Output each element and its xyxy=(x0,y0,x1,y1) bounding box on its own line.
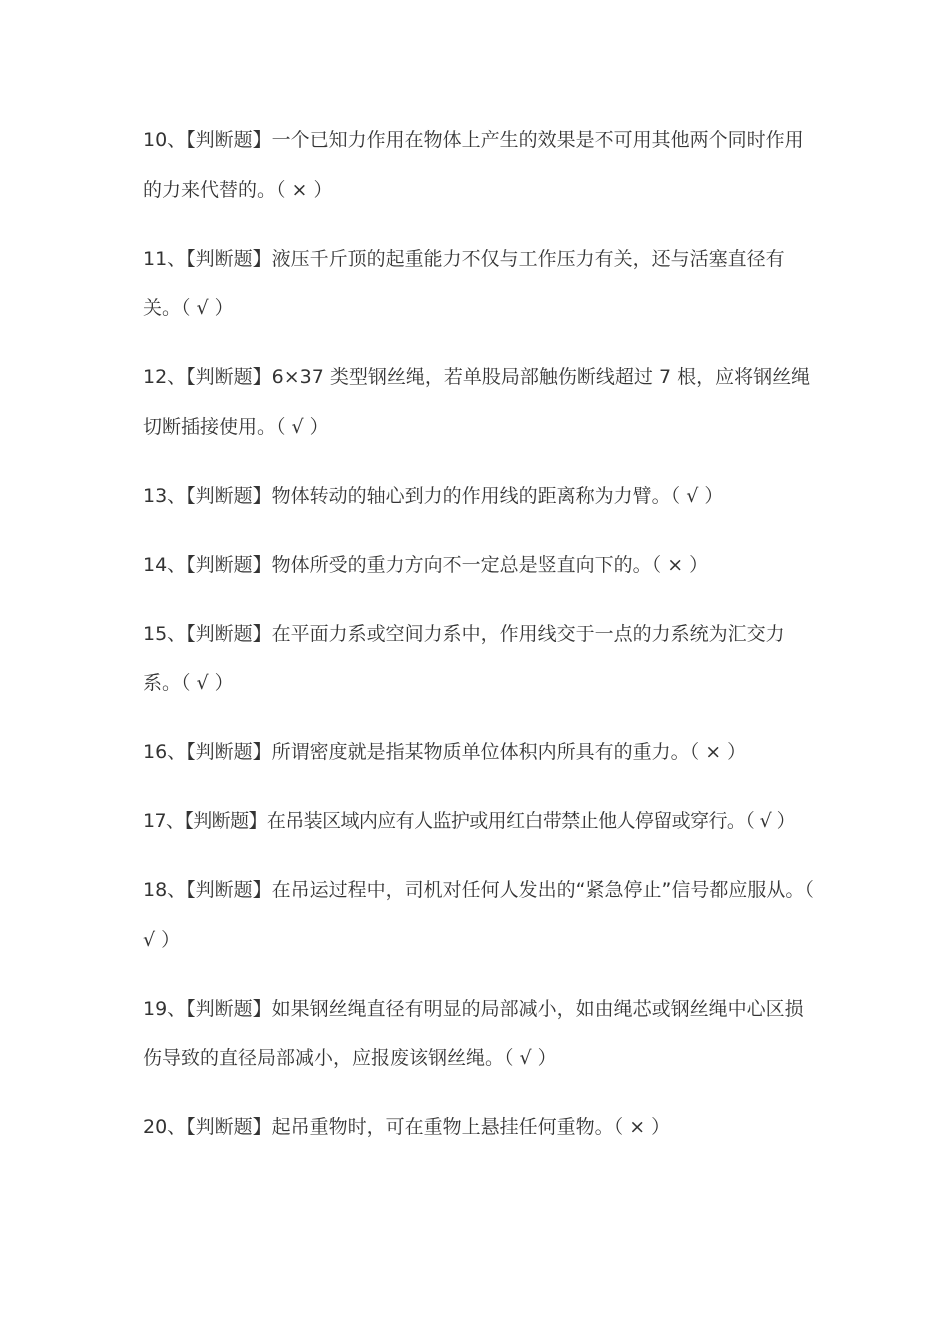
question-14: 14、【判断题】物体所受的重力方向不一定总是竖直向下的。（ × ） xyxy=(143,553,709,576)
question-13: 13、【判断题】物体转动的轴心到力的作用线的距离称为力臂。（ √ ） xyxy=(143,484,724,507)
question-19: 19、【判断题】如果钢丝绳直径有明显的局部减小，如由绳芯或钢丝绳中心区损伤导致的直径局部减小，应报废该钢丝绳。（ √ ） xyxy=(143,997,804,1069)
question-20: 20、【判断题】起吊重物时，可在重物上悬挂任何重物。（ × ） xyxy=(143,1116,671,1138)
question-10: 10、【判断题】一个已知力作用在物体上产生的效果是不可用其他两个同时作用的力来代替的。（ × ） xyxy=(143,129,804,201)
question-11: 11、【判断题】液压千斤顶的起重能力不仅与工作压力有关，还与活塞直径有关。（ √ ） xyxy=(143,247,785,319)
question-18: 18、【判断题】在吊运过程中，司机对任何人发出的“紧急停止”信号都应服从。（ √ ） xyxy=(143,879,814,951)
question-12: 12、【判断题】6×37 类型钢丝绳，若单股局部触伤断线超过 7 根，应将钢丝绳切断插接使用。（ √ ） xyxy=(143,366,811,438)
question-list xyxy=(143,116,815,1172)
question-16: 16、【判断题】所谓密度就是指某物质单位体积内所具有的重力。（ × ） xyxy=(143,741,747,763)
question-17: 17、【判断题】在吊装区域内应有人监护或用红白带禁止他人停留或穿行。（ √ ） xyxy=(143,810,795,832)
question-15: 15、【判断题】在平面力系或空间力系中，作用线交于一点的力系统为汇交力系。（ √ ） xyxy=(143,622,785,694)
